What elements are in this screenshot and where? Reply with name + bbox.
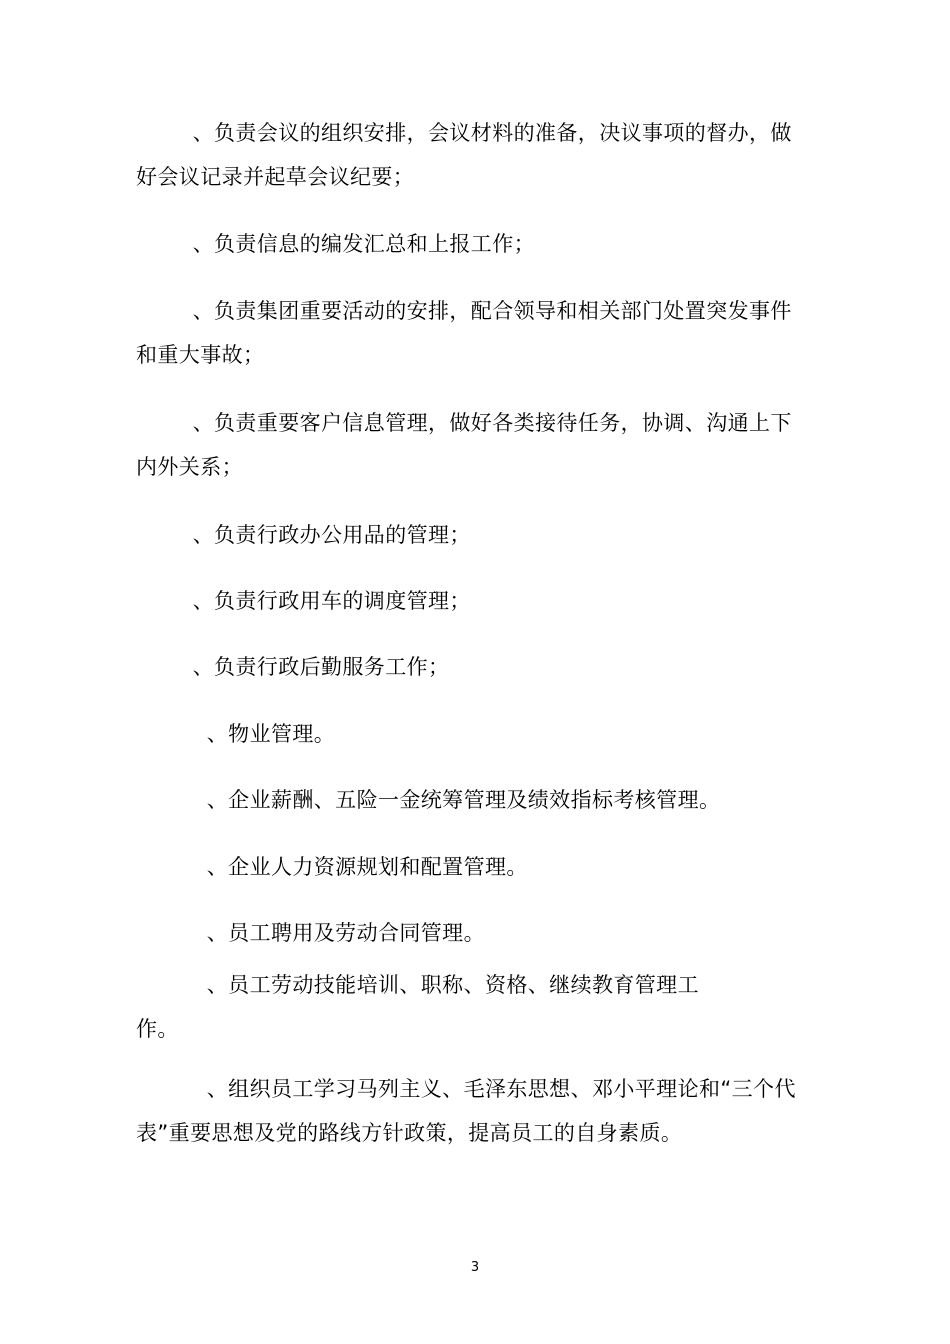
paragraph-vehicle-dispatch: 、负责行政用车的调度管理； bbox=[136, 589, 471, 613]
paragraph-logistics-service: 、负责行政后勤服务工作； bbox=[136, 655, 450, 679]
paragraph-compensation: 、企业薪酬、五险一金统筹管理及绩效指标考核管理。 bbox=[136, 788, 721, 812]
paragraph-major-activities: 、负责集团重要活动的安排，配合领导和相关部门处置突发事件和重大事故； bbox=[136, 299, 792, 367]
paragraph-hr-planning: 、企业人力资源规划和配置管理。 bbox=[136, 855, 528, 879]
paragraph-property-management: 、物业管理。 bbox=[136, 722, 336, 746]
paragraph-skills-training: 、员工劳动技能培训、职称、资格、继续教育管理工 作。 bbox=[136, 973, 699, 1041]
page-number: 3 bbox=[470, 1260, 480, 1275]
paragraph-employment-contracts: 、员工聘用及劳动合同管理。 bbox=[136, 921, 485, 945]
paragraph-information-reporting: 、负责信息的编发汇总和上报工作； bbox=[136, 232, 536, 256]
paragraph-client-information: 、负责重要客户信息管理，做好各类接待任务，协调、沟通上下内外关系； bbox=[136, 411, 792, 479]
paragraph-office-supplies: 、负责行政办公用品的管理； bbox=[136, 523, 471, 547]
paragraph-political-study: 、组织员工学习马列主义、毛泽东思想、邓小平理论和“三个代表”重要思想及党的路线方针政策，提高员工的自身素质。 bbox=[136, 1077, 796, 1145]
paragraph-meeting-duties: 、负责会议的组织安排，会议材料的准备，决议事项的督办，做好会议记录并起草会议纪要； bbox=[136, 121, 792, 189]
